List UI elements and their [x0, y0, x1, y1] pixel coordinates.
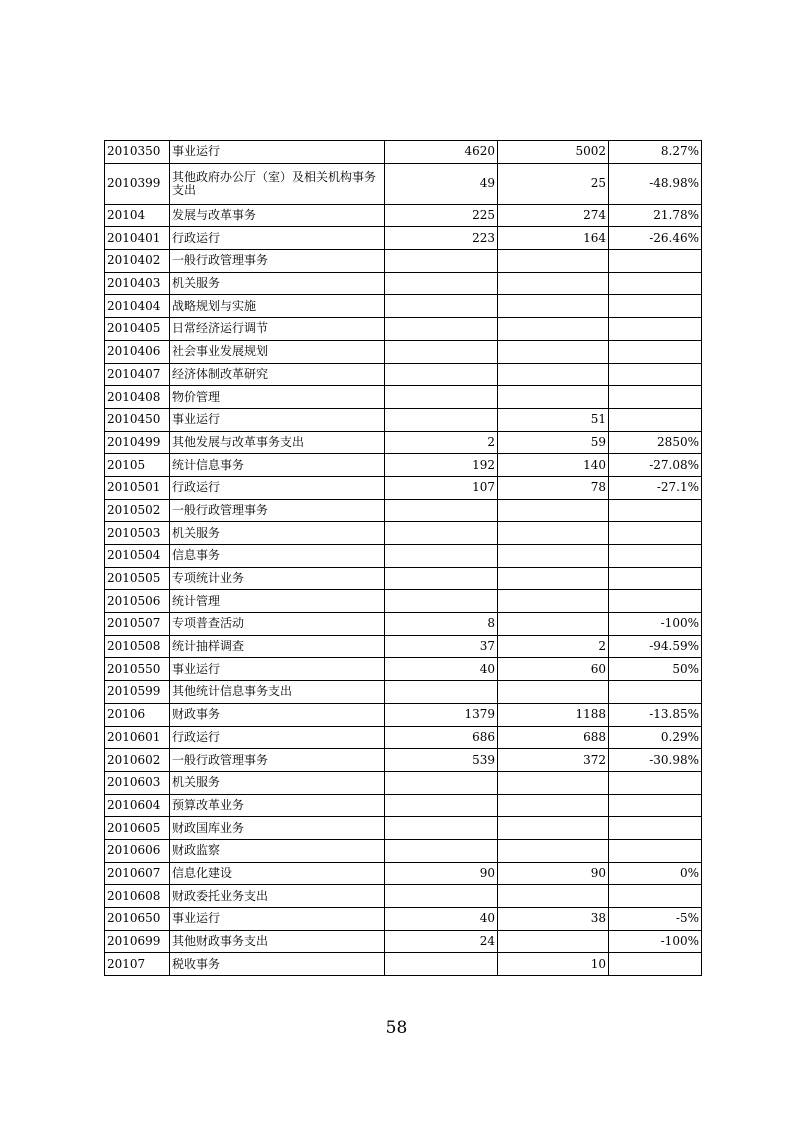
amount-current-cell [498, 386, 609, 409]
account-name-cell: 其他财政事务支出 [170, 930, 385, 953]
amount-prior-cell: 223 [385, 227, 498, 250]
amount-current-cell: 140 [498, 454, 609, 477]
change-percent-cell [609, 386, 702, 409]
amount-current-cell [498, 499, 609, 522]
change-percent-cell [609, 363, 702, 386]
account-code-cell: 2010501 [105, 476, 170, 499]
amount-current-cell [498, 295, 609, 318]
table-row [105, 499, 702, 522]
account-name-cell: 事业运行 [170, 658, 385, 681]
account-code-cell: 2010601 [105, 726, 170, 749]
account-name-cell: 机关服务 [170, 272, 385, 295]
table-row [105, 250, 702, 273]
page-number: 58 [385, 1018, 408, 1038]
change-percent-cell [609, 522, 702, 545]
account-code-cell: 2010402 [105, 250, 170, 273]
amount-current-cell: 38 [498, 908, 609, 931]
account-code-cell: 2010503 [105, 522, 170, 545]
amount-prior-cell: 2 [385, 431, 498, 454]
amount-current-cell: 60 [498, 658, 609, 681]
amount-current-cell [498, 567, 609, 590]
table-row [105, 141, 702, 164]
amount-current-cell: 10 [498, 953, 609, 976]
table-row [105, 318, 702, 341]
account-name-cell: 行政运行 [170, 227, 385, 250]
amount-prior-cell [385, 499, 498, 522]
account-name-cell: 一般行政管理事务 [170, 250, 385, 273]
change-percent-cell: 8.27% [609, 141, 702, 164]
change-percent-cell [609, 567, 702, 590]
table-row [105, 476, 702, 499]
amount-prior-cell: 1379 [385, 703, 498, 726]
table-row [105, 590, 702, 613]
amount-prior-cell [385, 545, 498, 568]
amount-prior-cell: 90 [385, 862, 498, 885]
amount-prior-cell: 40 [385, 658, 498, 681]
account-code-cell: 20107 [105, 953, 170, 976]
account-name-cell: 战略规划与实施 [170, 295, 385, 318]
table-row [105, 703, 702, 726]
amount-prior-cell [385, 295, 498, 318]
table-row [105, 613, 702, 636]
account-code-cell: 2010405 [105, 318, 170, 341]
account-code-cell: 2010408 [105, 386, 170, 409]
account-code-cell: 20104 [105, 204, 170, 227]
account-code-cell: 2010650 [105, 908, 170, 931]
table-row [105, 363, 702, 386]
amount-current-cell [498, 839, 609, 862]
amount-current-cell [498, 681, 609, 704]
change-percent-cell: 2850% [609, 431, 702, 454]
table-row [105, 522, 702, 545]
table-row [105, 295, 702, 318]
account-code-cell: 20105 [105, 454, 170, 477]
account-name-cell: 预算改革业务 [170, 794, 385, 817]
amount-prior-cell: 107 [385, 476, 498, 499]
table-row [105, 227, 702, 250]
change-percent-cell: -13.85% [609, 703, 702, 726]
change-percent-cell: 21.78% [609, 204, 702, 227]
account-code-cell: 2010499 [105, 431, 170, 454]
amount-current-cell: 1188 [498, 703, 609, 726]
account-name-cell: 机关服务 [170, 522, 385, 545]
amount-prior-cell [385, 681, 498, 704]
amount-prior-cell [385, 408, 498, 431]
account-code-cell: 2010608 [105, 885, 170, 908]
amount-prior-cell [385, 817, 498, 840]
change-percent-cell: -27.1% [609, 476, 702, 499]
change-percent-cell [609, 545, 702, 568]
change-percent-cell: 0.29% [609, 726, 702, 749]
account-code-cell: 2010406 [105, 340, 170, 363]
account-code-cell: 2010450 [105, 408, 170, 431]
account-name-cell: 经济体制改革研究 [170, 363, 385, 386]
change-percent-cell [609, 318, 702, 341]
account-code-cell: 2010604 [105, 794, 170, 817]
table-row [105, 386, 702, 409]
table-row [105, 204, 702, 227]
account-code-cell: 2010502 [105, 499, 170, 522]
amount-current-cell: 688 [498, 726, 609, 749]
amount-prior-cell: 49 [385, 163, 498, 204]
amount-current-cell [498, 885, 609, 908]
change-percent-cell: 50% [609, 658, 702, 681]
account-name-cell: 财政国库业务 [170, 817, 385, 840]
account-code-cell: 2010599 [105, 681, 170, 704]
amount-current-cell: 5002 [498, 141, 609, 164]
change-percent-cell [609, 590, 702, 613]
account-code-cell: 2010607 [105, 862, 170, 885]
account-name-cell: 发展与改革事务 [170, 204, 385, 227]
change-percent-cell: -100% [609, 930, 702, 953]
account-name-cell: 财政委托业务支出 [170, 885, 385, 908]
table-row [105, 545, 702, 568]
table-row [105, 953, 702, 976]
change-percent-cell [609, 250, 702, 273]
account-code-cell: 20106 [105, 703, 170, 726]
amount-current-cell [498, 545, 609, 568]
amount-prior-cell: 686 [385, 726, 498, 749]
table-row [105, 885, 702, 908]
change-percent-cell [609, 408, 702, 431]
amount-current-cell [498, 794, 609, 817]
amount-prior-cell: 40 [385, 908, 498, 931]
amount-prior-cell [385, 318, 498, 341]
amount-current-cell [498, 590, 609, 613]
amount-prior-cell [385, 839, 498, 862]
amount-prior-cell: 8 [385, 613, 498, 636]
account-code-cell: 2010508 [105, 635, 170, 658]
account-name-cell: 一般行政管理事务 [170, 749, 385, 772]
account-name-cell: 其他政府办公厅（室）及相关机构事务支出 [170, 163, 385, 204]
account-name-cell: 一般行政管理事务 [170, 499, 385, 522]
table-body [105, 141, 702, 976]
account-code-cell: 2010401 [105, 227, 170, 250]
account-code-cell: 2010399 [105, 163, 170, 204]
account-code-cell: 2010606 [105, 839, 170, 862]
account-name-cell: 信息事务 [170, 545, 385, 568]
table-row [105, 431, 702, 454]
account-name-cell: 行政运行 [170, 476, 385, 499]
amount-current-cell: 372 [498, 749, 609, 772]
change-percent-cell: -94.59% [609, 635, 702, 658]
amount-prior-cell [385, 885, 498, 908]
change-percent-cell [609, 340, 702, 363]
change-percent-cell [609, 885, 702, 908]
amount-prior-cell [385, 567, 498, 590]
account-name-cell: 专项普查活动 [170, 613, 385, 636]
account-code-cell: 2010506 [105, 590, 170, 613]
table-row [105, 658, 702, 681]
amount-current-cell: 25 [498, 163, 609, 204]
table-row [105, 340, 702, 363]
amount-prior-cell: 4620 [385, 141, 498, 164]
change-percent-cell [609, 839, 702, 862]
table-row [105, 908, 702, 931]
account-name-cell: 统计抽样调查 [170, 635, 385, 658]
amount-current-cell [498, 522, 609, 545]
change-percent-cell: -27.08% [609, 454, 702, 477]
change-percent-cell [609, 794, 702, 817]
table-row [105, 681, 702, 704]
amount-prior-cell: 24 [385, 930, 498, 953]
table-row [105, 862, 702, 885]
amount-prior-cell [385, 363, 498, 386]
account-name-cell: 信息化建设 [170, 862, 385, 885]
amount-current-cell: 90 [498, 862, 609, 885]
account-code-cell: 2010350 [105, 141, 170, 164]
amount-current-cell [498, 613, 609, 636]
amount-prior-cell: 37 [385, 635, 498, 658]
table-row [105, 567, 702, 590]
amount-current-cell [498, 930, 609, 953]
account-name-cell: 事业运行 [170, 908, 385, 931]
amount-prior-cell [385, 794, 498, 817]
account-name-cell: 行政运行 [170, 726, 385, 749]
table-row [105, 163, 702, 204]
amount-current-cell: 51 [498, 408, 609, 431]
account-code-cell: 2010550 [105, 658, 170, 681]
table-row [105, 771, 702, 794]
change-percent-cell: -26.46% [609, 227, 702, 250]
table-row [105, 726, 702, 749]
account-name-cell: 统计信息事务 [170, 454, 385, 477]
account-name-cell: 事业运行 [170, 408, 385, 431]
amount-prior-cell [385, 272, 498, 295]
amount-prior-cell [385, 386, 498, 409]
account-name-cell: 其他发展与改革事务支出 [170, 431, 385, 454]
change-percent-cell [609, 272, 702, 295]
table-row [105, 794, 702, 817]
account-code-cell: 2010403 [105, 272, 170, 295]
amount-current-cell [498, 340, 609, 363]
account-name-cell: 机关服务 [170, 771, 385, 794]
table-row [105, 454, 702, 477]
table-row [105, 749, 702, 772]
account-name-cell: 财政监察 [170, 839, 385, 862]
account-code-cell: 2010605 [105, 817, 170, 840]
account-code-cell: 2010699 [105, 930, 170, 953]
account-name-cell: 财政事务 [170, 703, 385, 726]
amount-prior-cell [385, 590, 498, 613]
account-name-cell: 物价管理 [170, 386, 385, 409]
amount-prior-cell: 539 [385, 749, 498, 772]
change-percent-cell: -48.98% [609, 163, 702, 204]
amount-prior-cell [385, 250, 498, 273]
account-code-cell: 2010603 [105, 771, 170, 794]
change-percent-cell: -30.98% [609, 749, 702, 772]
account-name-cell: 事业运行 [170, 141, 385, 164]
amount-prior-cell: 225 [385, 204, 498, 227]
account-name-cell: 社会事业发展规划 [170, 340, 385, 363]
amount-current-cell: 59 [498, 431, 609, 454]
amount-current-cell [498, 771, 609, 794]
account-code-cell: 2010602 [105, 749, 170, 772]
amount-current-cell: 274 [498, 204, 609, 227]
change-percent-cell [609, 681, 702, 704]
change-percent-cell: -5% [609, 908, 702, 931]
change-percent-cell [609, 295, 702, 318]
amount-current-cell [498, 318, 609, 341]
table-row [105, 839, 702, 862]
table-row [105, 930, 702, 953]
account-name-cell: 税收事务 [170, 953, 385, 976]
change-percent-cell: 0% [609, 862, 702, 885]
amount-current-cell [498, 363, 609, 386]
change-percent-cell: -100% [609, 613, 702, 636]
amount-current-cell [498, 817, 609, 840]
table-row [105, 635, 702, 658]
amount-prior-cell [385, 340, 498, 363]
budget-table [104, 140, 702, 976]
amount-current-cell [498, 250, 609, 273]
table-row [105, 817, 702, 840]
account-code-cell: 2010504 [105, 545, 170, 568]
account-name-cell: 统计管理 [170, 590, 385, 613]
account-code-cell: 2010505 [105, 567, 170, 590]
amount-prior-cell [385, 953, 498, 976]
change-percent-cell [609, 817, 702, 840]
amount-prior-cell [385, 522, 498, 545]
change-percent-cell [609, 771, 702, 794]
account-name-cell: 其他统计信息事务支出 [170, 681, 385, 704]
amount-current-cell: 164 [498, 227, 609, 250]
amount-current-cell: 78 [498, 476, 609, 499]
table-row [105, 272, 702, 295]
amount-prior-cell [385, 771, 498, 794]
change-percent-cell [609, 499, 702, 522]
account-name-cell: 专项统计业务 [170, 567, 385, 590]
account-code-cell: 2010507 [105, 613, 170, 636]
change-percent-cell [609, 953, 702, 976]
amount-prior-cell: 192 [385, 454, 498, 477]
account-code-cell: 2010407 [105, 363, 170, 386]
account-code-cell: 2010404 [105, 295, 170, 318]
amount-current-cell: 2 [498, 635, 609, 658]
table-row [105, 408, 702, 431]
amount-current-cell [498, 272, 609, 295]
account-name-cell: 日常经济运行调节 [170, 318, 385, 341]
